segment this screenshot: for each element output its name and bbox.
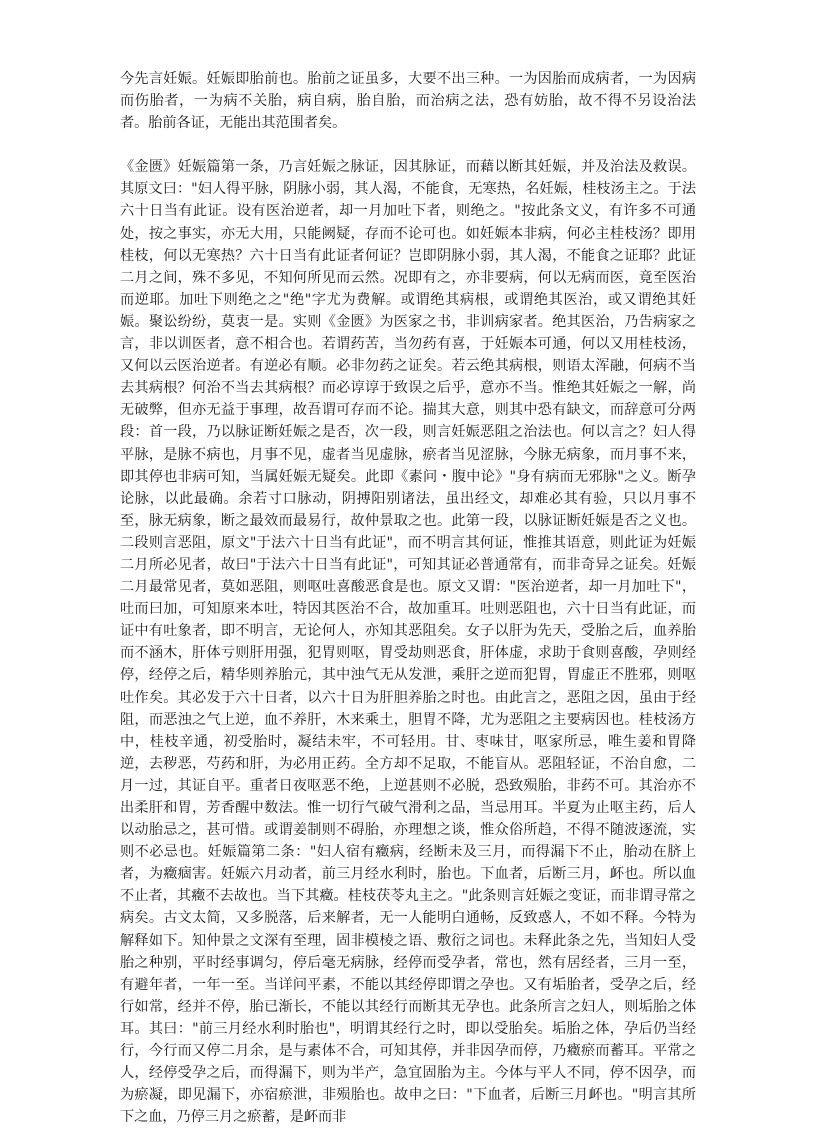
paragraph-gap	[120, 134, 696, 156]
document-page	[120, 68, 696, 1128]
paragraph-intro: 今先言妊娠。妊娠即胎前也。胎前之证虽多，大要不出三种。一为因胎而成病者，一为因病而伤胎者，一为病不关胎，病自病，胎自胎，而治病之法，恐有妨胎，故不得不另设治法者。胎前各证，无能出其范围者矣。	[120, 71, 696, 132]
paragraph-jingui-commentary: 《金匮》妊娠篇第一条，乃言妊娠之脉证，因其脉证，而藉以断其妊娠，并及治法及救误。其原文曰："妇人得平脉，阴脉小弱，其人渴，不能食，无寒热，名妊娠，桂枝汤主之。于法六十日当有此证。设有医治逆者，却一月加吐下者，则绝之。"按此条文义，有许多不可通处，按之事实，亦无大用，只能阙疑，存而不论可也。如妊娠本非病，何必主桂枝汤？即用桂枝，何以无寒热？六十日当有此证者何证？岂即阴脉小弱，其人渴，不能食之证耶？此证二月之间，殊不多见，不知何所见而云然。况即有之，亦非要病，何以无病而医，竟至医治而逆耶。加吐下则绝之之"绝"字尤为费解。或谓绝其病根，或谓绝其医治，或又谓绝其妊娠。聚讼纷纷，莫衷一是。实则《金匮》为医家之书，非训病家者。绝其医治，乃告病家之言，非以训医者，意不相合也。若谓药苦，当勿药有喜，于妊娠本可通，何以又用桂枝汤，又何以云医治逆者。有逆必有顺。必非勿药之证矣。若云绝其病根，则语太浑融，何病不当去其病根？何治不当去其病根？而必谆谆于致误之后乎，意亦不当。惟绝其妊娠之一解，尚无破弊，但亦无益于事理，故吾谓可存而不论。揣其大意，则其中恐有缺文，而辞意可分两段：首一段，乃以脉证断妊娠之是否，次一段，则言妊娠恶阻之治法也。何以言之？妇人得平脉，是脉不病也，月事不见，虚者当见虚脉，瘀者当见涩脉，今脉无病象，而月事不来，即其停也非病可知，当属妊娠无疑矣。此即《素问・腹中论》"身有病而无邪脉"之义。断孕论脉，以此最确。余若寸口脉动，阴搏阳别诸法，虽出经文，却难必其有验，只以月事不至，脉无病象，断之最效而最易行，故仲景取之也。此第一段，以脉证断妊娠是否之义也。二段则言恶阻，原文"于法六十日当有此证"，而不明言其何证，惟推其语意，则此证为妊娠二月所必见者，故曰"于法六十日当有此证"，可知其证必普通常有，而非奇异之证矣。妊娠二月最常见者，莫如恶阻，则呕吐喜酸恶食是也。原文又谓："医治逆者，却一月加吐下"，吐而曰加，可知原来本吐，特因其医治不合，故加重耳。吐则恶阻也，六十日当有此证，而证中有吐象者，即不明言，无论何人，亦知其恶阻矣。女子以肝为先天，受胎之后，血养胎而不涵木，肝体亏则肝用强，犯胃则呕，胃受劫则恶食，肝体虚，求助于食则喜酸，孕则经停，经停之后，精华则养胎元，其中浊气无从发泄，乘肝之逆而犯胃，胃虚正不胜邪，则呕吐作矣。其必发于六十日者，以六十日为肝胆养胎之时也。由此言之，恶阻之因，虽由于经阻，而恶浊之气上逆，血不养肝，木来乘土，胆胃不降，尤为恶阻之主要病因也。桂枝汤方中，桂枝辛通，初受胎时，凝结未牢，不可轻用。甘、枣味甘，呕家所忌，唯生姜和胃降逆，去秽恶，芍药和肝，为必用正药。全方却不足取，不能盲从。恶阻轻证，不治自愈，二月一过，其证自平。重者日夜呕恶不绝，上逆甚则不必脱，恐致殒胎，非药不可。其治亦不出柔肝和胃，芳香醒中数法。惟一切行气破气滑利之品，当忌用耳。半夏为止呕主药，后人以动胎忌之，甚可惜。或谓姜制则不碍胎，亦理想之谈，惟众俗所趋，不得不随波逐流，实则不必忌也。妊娠篇第二条："妇人宿有癥病，经断未及三月，而得漏下不止，胎动在脐上者，为癥痼害。妊娠六月动者，前三月经水利时，胎也。下血者，后断三月，衃也。所以血不止者，其癥不去故也。当下其癥。桂枝茯苓丸主之。"此条则言妊娠之变证，而非谓寻常之病矣。古文太简，又多脱落，后来解者，无一人能明白通畅，反致惑人，不如不释。今特为解释如下。知仲景之文深有至理，固非模棱之语、敷衍之词也。未释此条之先，当知妇人受胎之种别，平时经事调匀，停后毫无病脉，经停而受孕者，常也，然有居经者，三月一至，有避年者，一年一至。当详问平素，不能以其经停即谓之孕也。又有垢胎者，受孕之后，经行如常，经并不停，胎已渐长，不能以其经行而断其无孕也。此条所言之妇人，则垢胎之体耳。其曰："前三月经水利时胎也"，明谓其经行之时，即以受胎矣。垢胎之体，孕后仍当经行，今行而又停二月余，是与素体不合，可知其停，并非因孕而停，乃癥瘀而蓄耳。平常之人，经停受孕之后，而得漏下，则为半产，急宜固胎为主。今体与平人不同，停不因孕，而为瘀凝，即见漏下，亦宿瘀泄，非殒胎也。故申之曰："下血者，后断三月衃也。"明言其所下之血，乃停三月之瘀蓄，是衃而非	[120, 159, 696, 1126]
